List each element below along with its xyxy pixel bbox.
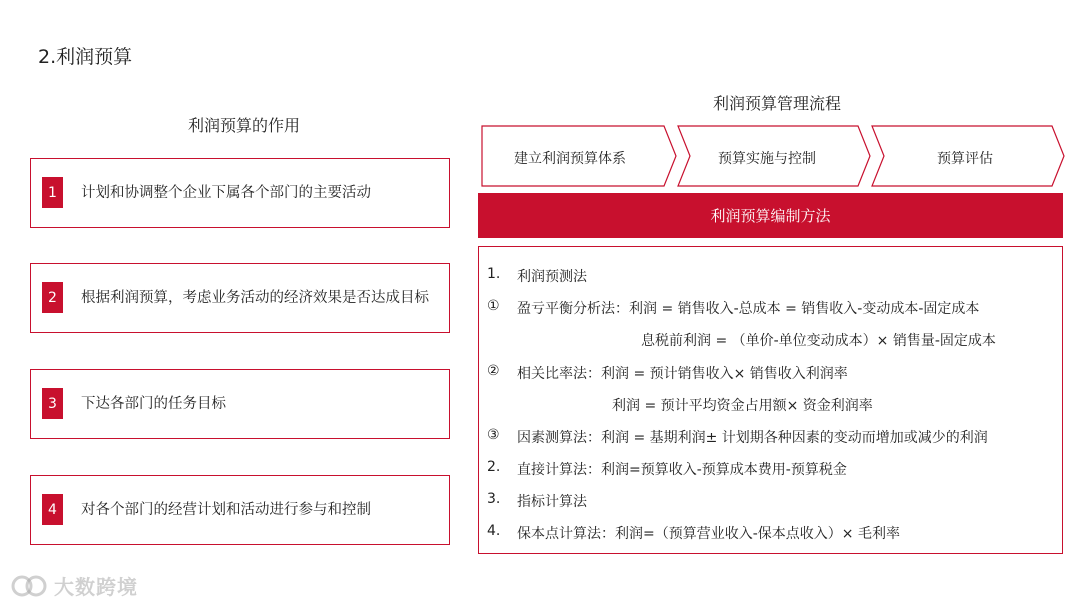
role-number: 1 (42, 177, 63, 208)
method-index: 4. (487, 523, 501, 539)
method-index: 1. (487, 266, 501, 282)
role-text: 下达各部门的任务目标 (81, 396, 226, 412)
method-index: 3. (487, 491, 501, 507)
role-text: 根据利润预算，考虑业务活动的经济效果是否达成目标 (81, 290, 429, 306)
left-heading: 利润预算的作用 (188, 116, 301, 135)
method-text: 保本点计算法：利润=（预算营业收入-保本点收入）× 毛利率 (517, 526, 900, 542)
role-number: 4 (42, 494, 63, 525)
process-heading: 利润预算管理流程 (713, 94, 842, 113)
process-step-1: 建立利润预算体系 (514, 151, 626, 167)
role-card-2 (30, 263, 450, 333)
method-index: 2. (487, 459, 501, 475)
page-title: 2.利润预算 (38, 46, 133, 68)
watermark-logo-icon (10, 573, 50, 599)
role-card-3 (30, 369, 450, 439)
method-bar: 利润预算编制方法 (478, 193, 1063, 238)
role-number: 2 (42, 282, 63, 313)
role-card-4 (30, 475, 450, 545)
method-text: 息税前利润 = （单价-单位变动成本）× 销售量-固定成本 (641, 333, 996, 349)
method-text: 相关比率法：利润 = 预计销售收入× 销售收入利润率 (517, 366, 848, 382)
role-text: 对各个部门的经营计划和活动进行参与和控制 (81, 502, 371, 518)
method-text: 利润 = 预计平均资金占用额× 资金利润率 (612, 398, 873, 414)
watermark (10, 571, 138, 600)
process-step-3: 预算评估 (937, 151, 993, 167)
role-text: 计划和协调整个企业下属各个部门的主要活动 (81, 185, 371, 201)
method-text: 利润预测法 (517, 269, 587, 285)
method-index: ① (487, 298, 500, 314)
method-text: 直接计算法：利润=预算收入-预算成本费用-预算税金 (517, 462, 847, 478)
process-step-2: 预算实施与控制 (718, 151, 816, 167)
method-index: ② (487, 363, 500, 379)
method-index: ③ (487, 427, 500, 443)
role-number: 3 (42, 388, 63, 419)
methods-box (478, 246, 1063, 554)
watermark-text: 大数跨境 (54, 575, 138, 599)
method-text: 盈亏平衡分析法：利润 = 销售收入-总成本 = 销售收入-变动成本-固定成本 (517, 301, 980, 317)
method-text: 指标计算法 (517, 494, 587, 510)
role-card-1 (30, 158, 450, 228)
method-text: 因素测算法：利润 = 基期利润± 计划期各种因素的变动而增加或减少的利润 (517, 430, 988, 446)
